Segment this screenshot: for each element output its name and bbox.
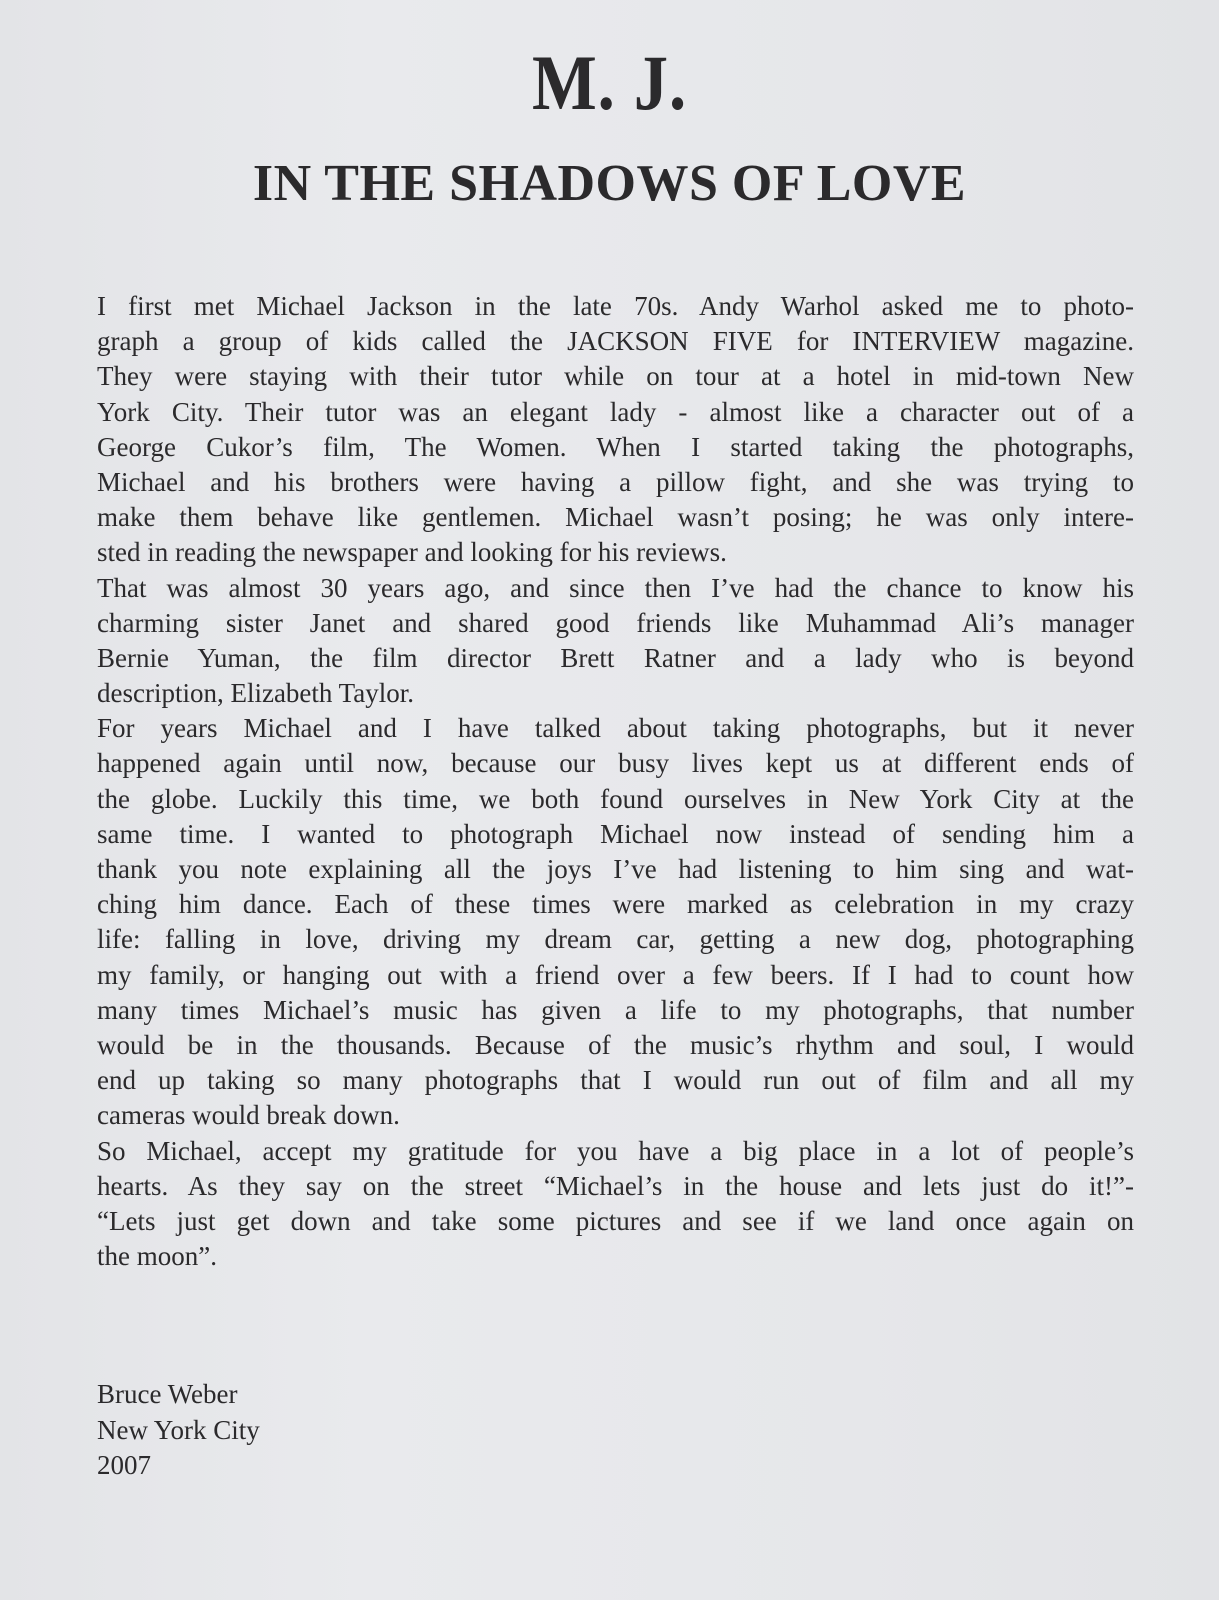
- text-line: the moon”.: [97, 1241, 217, 1272]
- text-line: sted in reading the newspaper and looking for his reviews.: [97, 537, 727, 568]
- text-line: They were staying with their tutor while on tour at a hotel in mid-town New: [97, 361, 1134, 392]
- text-line: thank you note explaining all the joys I’ve had listening to him sing and wat-: [97, 854, 1134, 884]
- text-line: For years Michael and I have talked about taking photographs, but it never: [97, 713, 1134, 744]
- paragraph-3: [97, 711, 1134, 1133]
- signature-block: [97, 1377, 260, 1484]
- text-line: York City. Their tutor was an elegant lady - almost like a character out of a: [97, 396, 1134, 427]
- text-line: I first met Michael Jackson in the late 70s. Andy Warhol asked me to photo-: [97, 291, 1134, 321]
- text-line: George Cukor’s film, The Women. When I started taking the photographs,: [97, 431, 1134, 462]
- text-line: end up taking so many photographs that I would run out of film and all my: [97, 1065, 1134, 1096]
- paragraph-4: [97, 1134, 1134, 1275]
- author-location: New York City: [97, 1414, 260, 1445]
- text-line: Bernie Yuman, the film director Brett Ratner and a lady who is beyond: [97, 642, 1134, 673]
- paragraph-1: [97, 289, 1134, 571]
- text-line: would be in the thousands. Because of the music’s rhythm and soul, I would: [97, 1029, 1134, 1060]
- page-title: M. J.: [532, 39, 687, 126]
- author-name: Bruce Weber: [97, 1379, 238, 1409]
- text-line: make them behave like gentlemen. Michael wasn’t posing; he was only intere-: [97, 502, 1134, 533]
- text-line: life: falling in love, driving my dream car, getting a new dog, photographing: [97, 924, 1134, 955]
- text-line: Michael and his brothers were having a pillow fight, and she was trying to: [97, 466, 1134, 497]
- text-line: description, Elizabeth Taylor.: [97, 678, 415, 709]
- text-line: cameras would break down.: [97, 1100, 400, 1131]
- text-line: my family, or hanging out with a friend over a few beers. If I had to count how: [97, 959, 1134, 990]
- essay-body: [97, 289, 1134, 1274]
- text-line: hearts. As they say on the street “Michael’s in the house and lets just do it!”-: [97, 1170, 1134, 1201]
- text-line: So Michael, accept my gratitude for you have a big place in a lot of people’s: [97, 1135, 1134, 1166]
- text-line: “Lets just get down and take some pictures and see if we land once again on: [97, 1205, 1134, 1236]
- text-line: graph a group of kids called the JACKSON FIVE for INTERVIEW magazine.: [97, 326, 1134, 357]
- text-line: many times Michael’s music has given a life to my photographs, that number: [97, 994, 1134, 1025]
- text-line: same time. I wanted to photograph Michael now instead of sending him a: [97, 818, 1134, 849]
- text-line: happened again until now, because our busy lives kept us at different ends of: [97, 748, 1134, 779]
- text-line: That was almost 30 years ago, and since then I’ve had the chance to know his: [97, 572, 1134, 603]
- text-line: ching him dance. Each of these times were marked as celebration in my crazy: [97, 889, 1134, 920]
- author-year: 2007: [97, 1450, 151, 1480]
- text-line: charming sister Janet and shared good friends like Muhammad Ali’s manager: [97, 607, 1134, 638]
- text-line: the globe. Luckily this time, we both found ourselves in New York City at the: [97, 783, 1134, 814]
- paragraph-2: [97, 571, 1134, 712]
- page-subtitle: IN THE SHADOWS OF LOVE: [252, 155, 967, 212]
